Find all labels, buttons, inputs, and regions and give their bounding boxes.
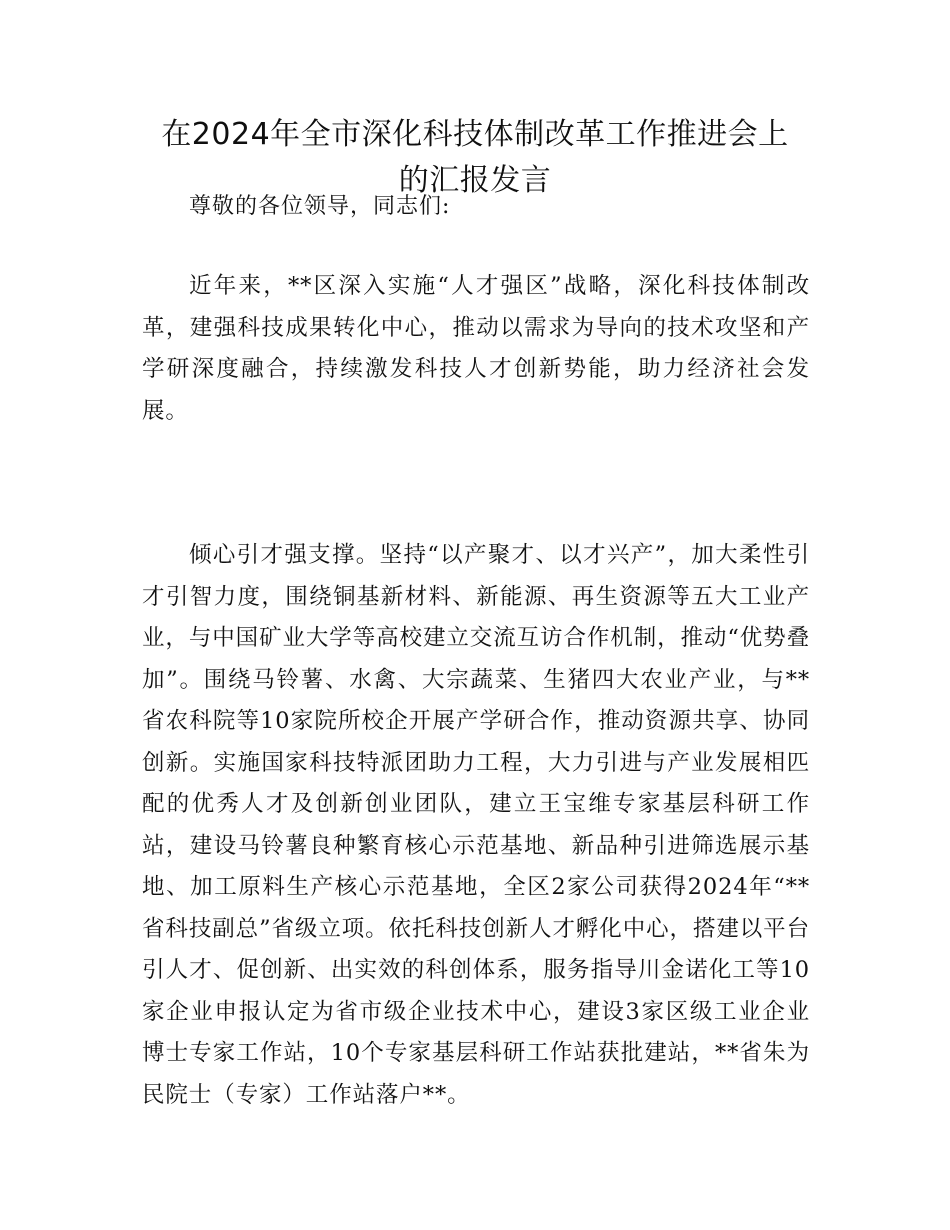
- title-line-2: 的汇报发言: [398, 163, 552, 198]
- title-line-1: 在2024年全市深化科技体制改革工作推进会上: [161, 117, 789, 152]
- paragraph-talent: 倾心引才强支撑。坚持“以产聚才、以才兴产”，加大柔性引才引智力度，围绕铜基新材料、新能源、再生资源等五大工业产业，与中国矿业大学等高校建立交流互访合作机制，推动“优势叠加”。围绕马铃薯、水禽、大宗蔬菜、生猪四大农业产业，与**省农科院等10家院所校企开展产学研合作，推动资源共享、协同创新。实施国家科技特派团助力工程，大力引进与产业发展相匹配的优秀人才及创新创业团队，建立王宝维专家基层科研工作站，建设马铃薯良种繁育核心示范基地、新品种引进筛选展示基地、加工原料生产核心示范基地，全区2家公司获得2024年“**省科技副总”省级立项。依托科技创新人才孵化中心，搭建以平台引人才、促创新、出实效的科创体系，服务指导川金诺化工等10家企业申报认定为省市级企业技术中心，建设3家区级工业企业博士专家工作站，10个专家基层科研工作站获批建站，**省朱为民院士（专家）工作站落户**。: [142, 542, 810, 1108]
- salutation: 尊敬的各位领导，同志们:: [189, 194, 451, 219]
- document-title: [130, 112, 820, 204]
- paragraph-intro: 近年来，**区深入实施“人才强区”战略，深化科技体制改革，建强科技成果转化中心，推动以需求为导向的技术攻坚和产学研深度融合，持续激发科技人才创新势能，助力经济社会发展。: [142, 273, 810, 424]
